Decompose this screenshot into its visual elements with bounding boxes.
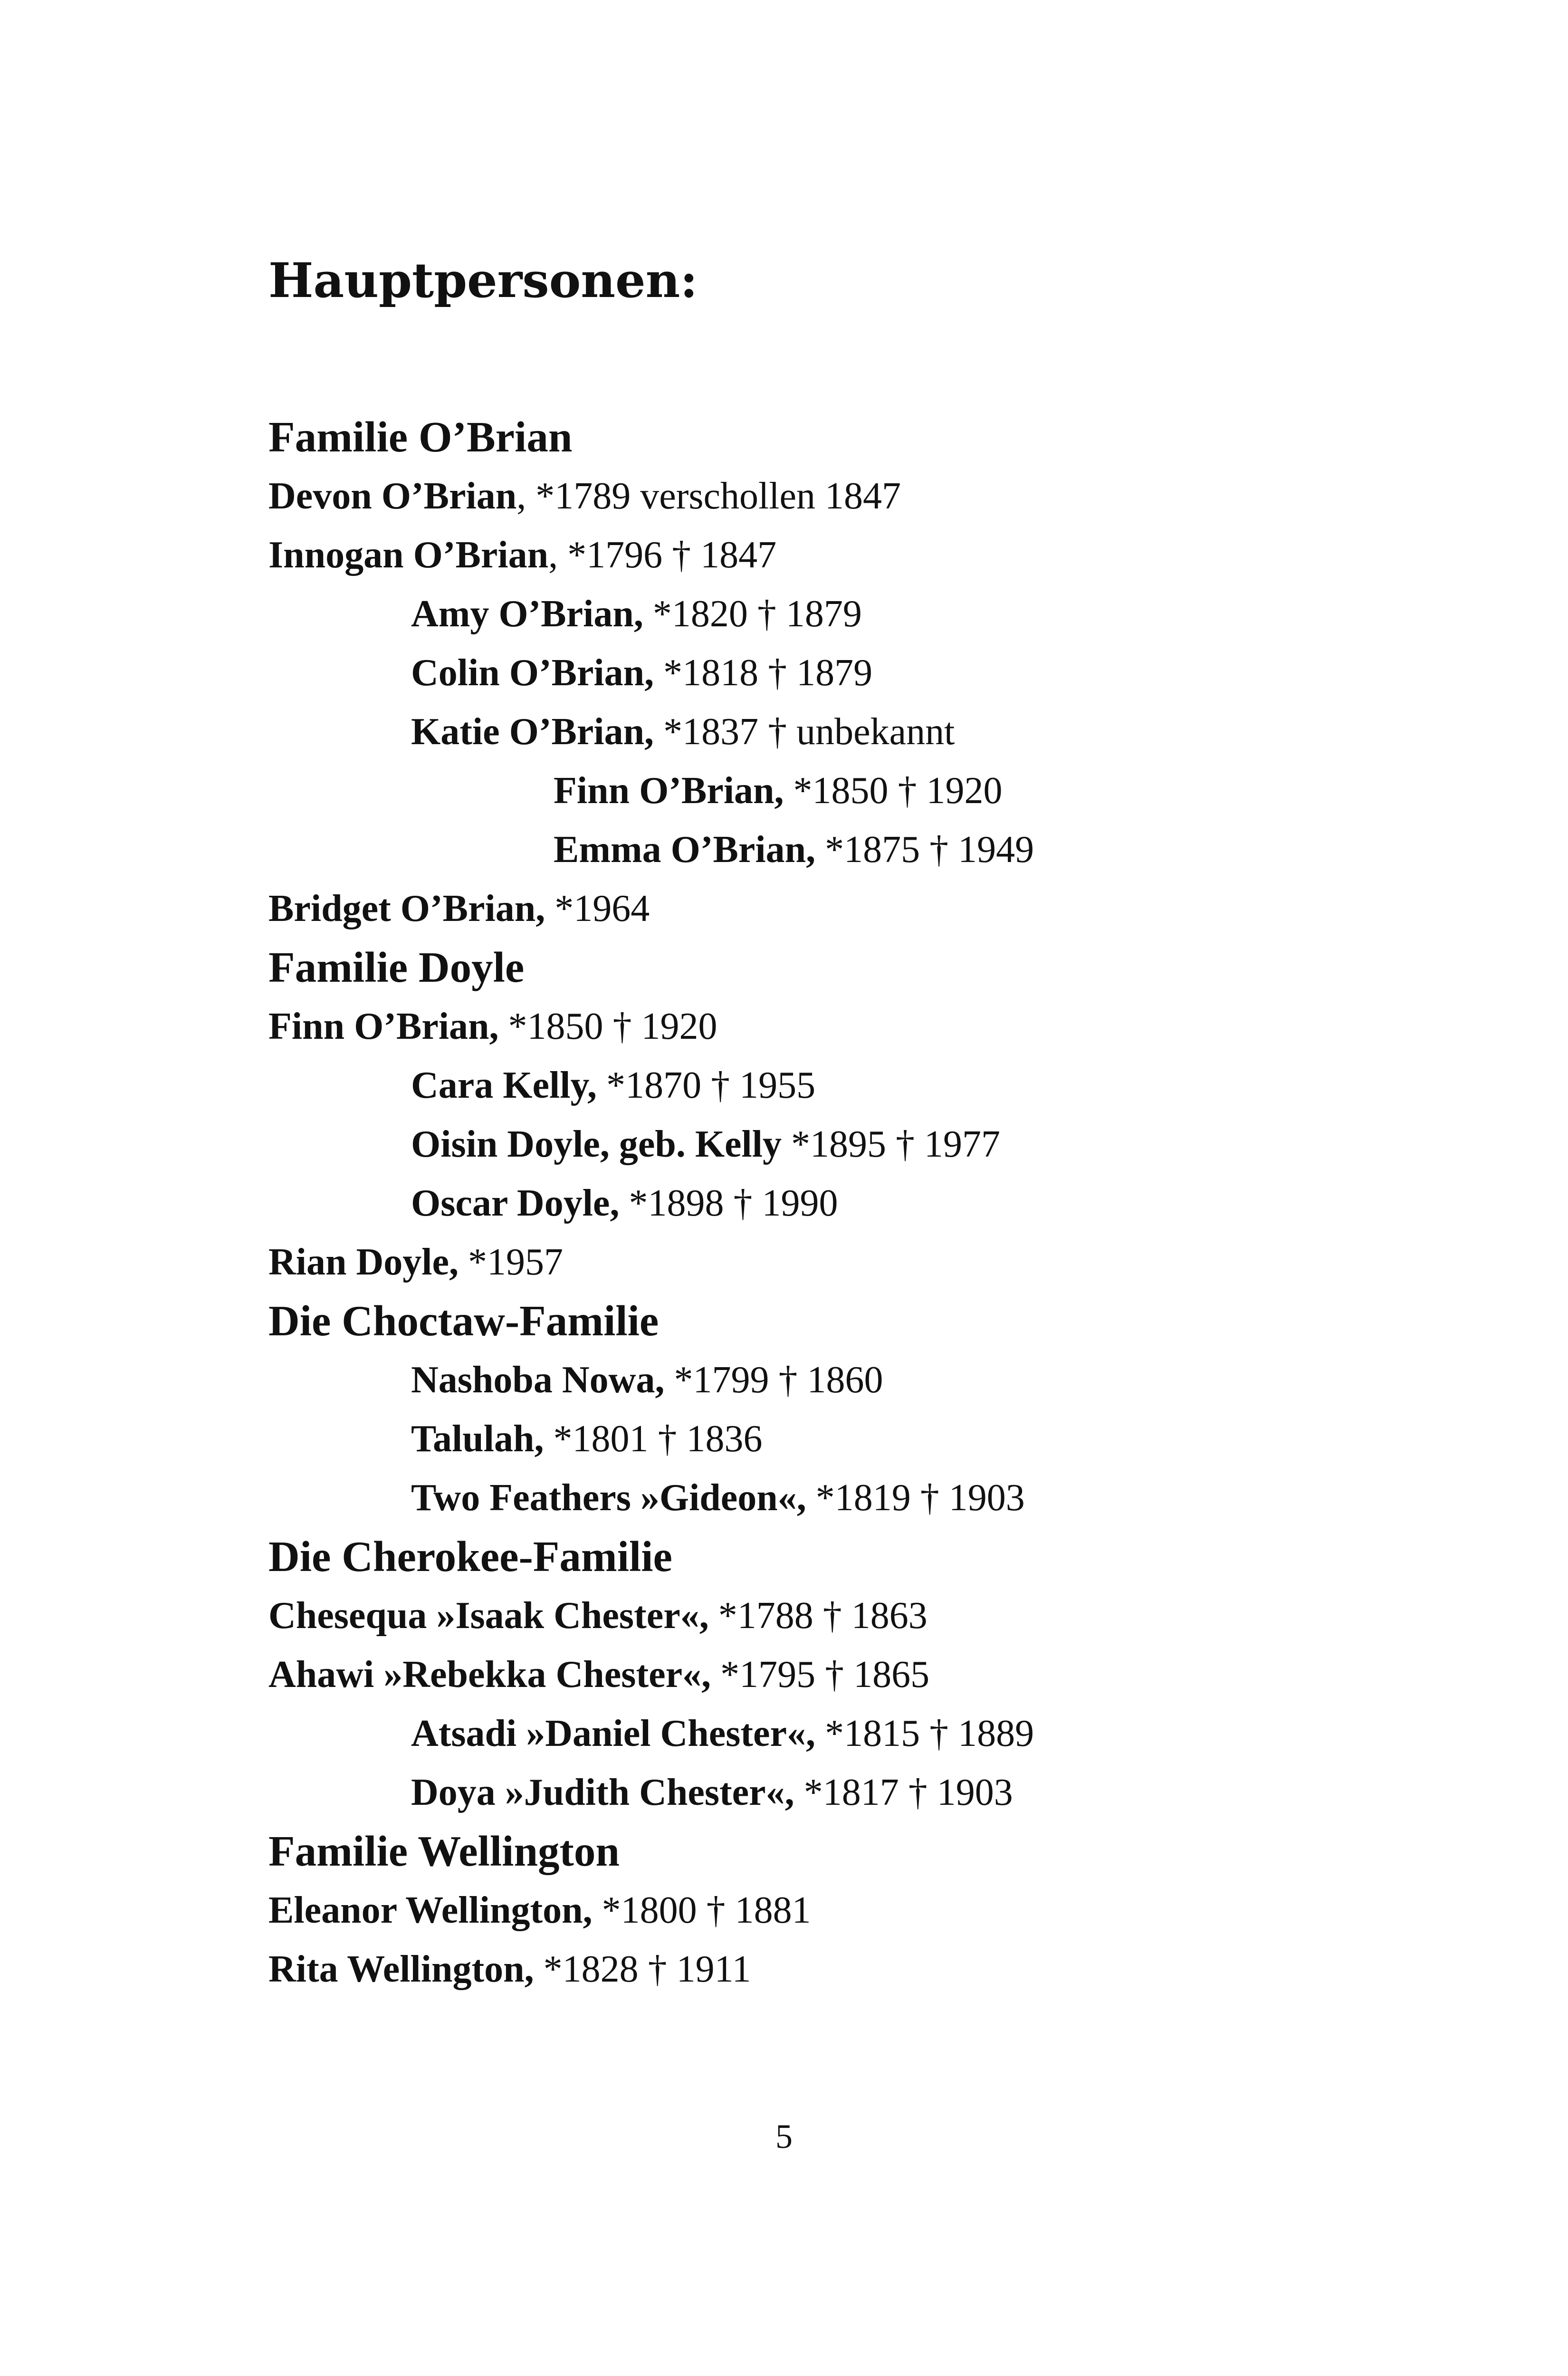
- person-entry: [268, 526, 1409, 584]
- person-entry: [268, 1645, 1409, 1704]
- person-dates: *1815 † 1889: [815, 1713, 1034, 1754]
- person-name: Two Feathers »Gideon«,: [411, 1477, 806, 1519]
- person-name: Bridget O’Brian,: [268, 888, 545, 929]
- page-title: Hauptpersonen:: [268, 252, 698, 308]
- person-entry: [268, 467, 1409, 526]
- person-name: Ahawi »Rebekka Chester«,: [268, 1654, 711, 1696]
- person-dates: *1801 † 1836: [544, 1418, 763, 1460]
- person-dates: *1957: [459, 1241, 563, 1283]
- person-entry: [268, 1940, 1409, 1999]
- person-entry: [268, 1409, 1409, 1468]
- person-name: Oscar Doyle,: [411, 1182, 620, 1224]
- person-name: Nashoba Nowa,: [411, 1359, 665, 1401]
- person-entry: [268, 584, 1409, 643]
- family-heading-doyle: Familie Doyle: [268, 943, 525, 991]
- family-heading-choctaw: Die Choctaw-Familie: [268, 1297, 659, 1345]
- person-dates: *1820 † 1879: [643, 593, 862, 635]
- person-name: Cara Kelly,: [411, 1064, 597, 1106]
- person-entry: [268, 702, 1409, 761]
- person-entry: [268, 820, 1409, 879]
- person-entry: [268, 761, 1409, 820]
- person-name: Rita Wellington,: [268, 1948, 534, 1990]
- person-name: Finn O’Brian,: [268, 1006, 499, 1047]
- person-entry: [268, 1233, 1409, 1292]
- person-dates: *1964: [545, 888, 650, 929]
- person-name: Eleanor Wellington,: [268, 1889, 593, 1931]
- page-number: 5: [775, 2117, 793, 2156]
- person-name: Oisin Doyle, geb. Kelly: [411, 1123, 782, 1165]
- character-list: [268, 408, 1409, 1999]
- person-entry: [268, 1115, 1409, 1174]
- person-dates: *1800 † 1881: [592, 1889, 811, 1931]
- person-name: Chesequa »Isaak Chester«,: [268, 1595, 709, 1637]
- person-entry: [268, 1351, 1409, 1409]
- person-dates: *1898 † 1990: [619, 1182, 838, 1224]
- person-dates: *1850 † 1920: [498, 1006, 717, 1047]
- person-entry: [268, 1704, 1409, 1763]
- person-name: Katie O’Brian,: [411, 711, 654, 753]
- person-entry: [268, 879, 1409, 938]
- person-name: Devon O’Brian: [268, 475, 517, 517]
- person-entry: [268, 997, 1409, 1056]
- person-entry: [268, 1586, 1409, 1645]
- person-name: Doya »Judith Chester«,: [411, 1772, 794, 1813]
- person-entry: [268, 1468, 1409, 1527]
- person-entry: [268, 643, 1409, 702]
- person-name: Talulah,: [411, 1418, 544, 1460]
- person-name: Emma O’Brian,: [554, 829, 816, 871]
- person-dates: , *1796 † 1847: [548, 534, 777, 576]
- person-name: Colin O’Brian,: [411, 652, 654, 694]
- person-entry: [268, 1763, 1409, 1822]
- person-dates: *1850 † 1920: [784, 770, 1003, 812]
- family-heading-cherokee: Die Cherokee-Familie: [268, 1533, 672, 1581]
- person-entry: [268, 1056, 1409, 1115]
- person-dates: *1828 † 1911: [534, 1948, 751, 1990]
- person-dates: *1819 † 1903: [806, 1477, 1025, 1519]
- person-dates: *1799 † 1860: [664, 1359, 883, 1401]
- person-dates: *1788 † 1863: [708, 1595, 927, 1637]
- person-entry: [268, 1881, 1409, 1940]
- person-dates: *1870 † 1955: [597, 1064, 816, 1106]
- person-dates: *1837 † unbekannt: [654, 711, 955, 753]
- person-name: Amy O’Brian,: [411, 593, 643, 635]
- family-heading-wellington: Familie Wellington: [268, 1827, 620, 1875]
- person-dates: *1875 † 1949: [815, 829, 1034, 871]
- person-entry: [268, 1174, 1409, 1233]
- person-dates: *1818 † 1879: [654, 652, 873, 694]
- family-heading-obrian: Familie O’Brian: [268, 413, 573, 461]
- person-dates: *1795 † 1865: [711, 1654, 930, 1696]
- person-dates: *1895 † 1977: [782, 1123, 1000, 1165]
- person-name: Rian Doyle,: [268, 1241, 459, 1283]
- person-name: Innogan O’Brian: [268, 534, 549, 576]
- person-name: Atsadi »Daniel Chester«,: [411, 1713, 816, 1754]
- person-dates: , *1789 verschollen 1847: [516, 475, 901, 517]
- person-dates: *1817 † 1903: [794, 1772, 1013, 1813]
- person-name: Finn O’Brian,: [554, 770, 784, 812]
